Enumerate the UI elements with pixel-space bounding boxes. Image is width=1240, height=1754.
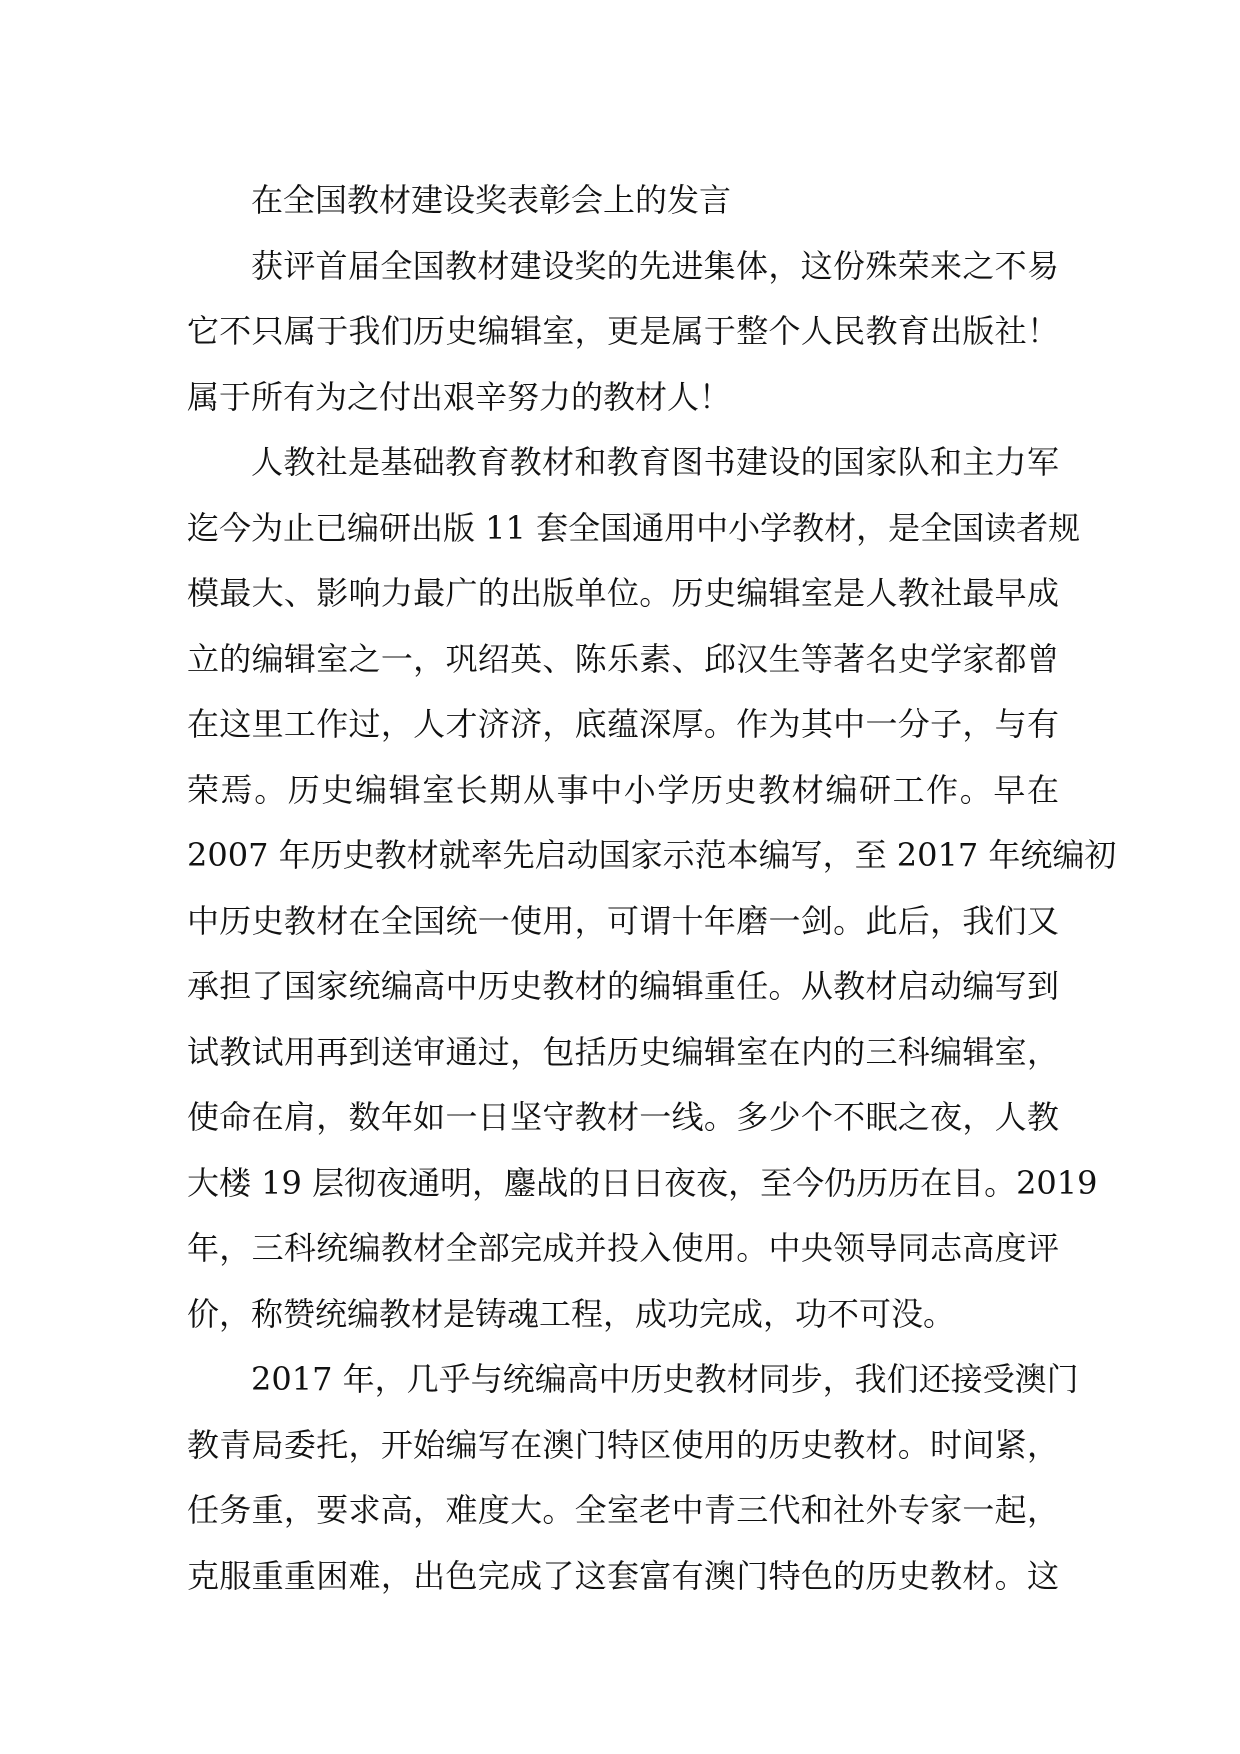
paragraph-line: 价，称赞统编教材是铸魂工程，成功完成，功不可没。 [187,1294,956,1333]
paragraph-line: 试教试用再到送审通过，包括历史编辑室在内的三科编辑室， [187,1032,1059,1071]
paragraph-line: 承担了国家统编高中历史教材的编辑重任。从教材启动编写到 [187,967,1059,1005]
paragraph-line: 使命在肩，数年如一日坚守教材一线。多少个不眠之夜，人教 [187,1098,1059,1136]
paragraph-line: 克服重重困难，出色完成了这套富有澳门特色的历史教材。这 [187,1556,1059,1595]
paragraph-line: 模最大、影响力最广的出版单位。历史编辑室是人教社最早成 [187,574,1059,612]
paragraph-line: 在这里工作过，人才济济，底蕴深厚。作为其中一分子，与有 [187,705,1059,743]
paragraph-line: 立的编辑室之一，巩绍英、陈乐素、邱汉生等著名史学家都曾 [187,639,1059,678]
paragraph-line: 属于所有为之付出艰辛努力的教材人！ [187,377,732,416]
paragraph-line: 中历史教材在全国统一使用，可谓十年磨一剑。此后，我们又 [187,901,1059,940]
paragraph-2 [187,430,1117,1347]
paragraph-3 [187,1347,1079,1609]
paragraph-line: 任务重，要求高，难度大。全室老中青三代和社外专家一起， [187,1491,1059,1529]
document-body [187,168,1117,1609]
paragraph-1 [187,234,1059,431]
paragraph-line: 2007 年历史教材就率先启动国家示范本编写，至 2017 年统编初 [187,836,1117,874]
paragraph-line: 它不只属于我们历史编辑室，更是属于整个人民教育出版社！ [187,312,1059,350]
paragraph-line: 获评首届全国教材建设奖的先进集体，这份殊荣来之不易 [251,246,1059,285]
document-title: 在全国教材建设奖表彰会上的发言 [251,181,732,219]
paragraph-line: 荣焉。历史编辑室长期从事中小学历史教材编研工作。早在 [187,770,1059,809]
paragraph-line: 大楼 19 层彻夜通明，鏖战的日日夜夜，至今仍历历在目。2019 [187,1163,1098,1202]
paragraph-line: 年，三科统编教材全部完成并投入使用。中央领导同志高度评 [187,1229,1059,1267]
paragraph-line: 迄今为止已编研出版 11 套全国通用中小学教材，是全国读者规 [187,508,1081,547]
paragraph-line: 教青局委托，开始编写在澳门特区使用的历史教材。时间紧， [187,1425,1059,1464]
paragraph-line: 2017 年，几乎与统编高中历史教材同步，我们还接受澳门 [251,1360,1079,1398]
paragraph-line: 人教社是基础教育教材和教育图书建设的国家队和主力军 [251,443,1059,481]
